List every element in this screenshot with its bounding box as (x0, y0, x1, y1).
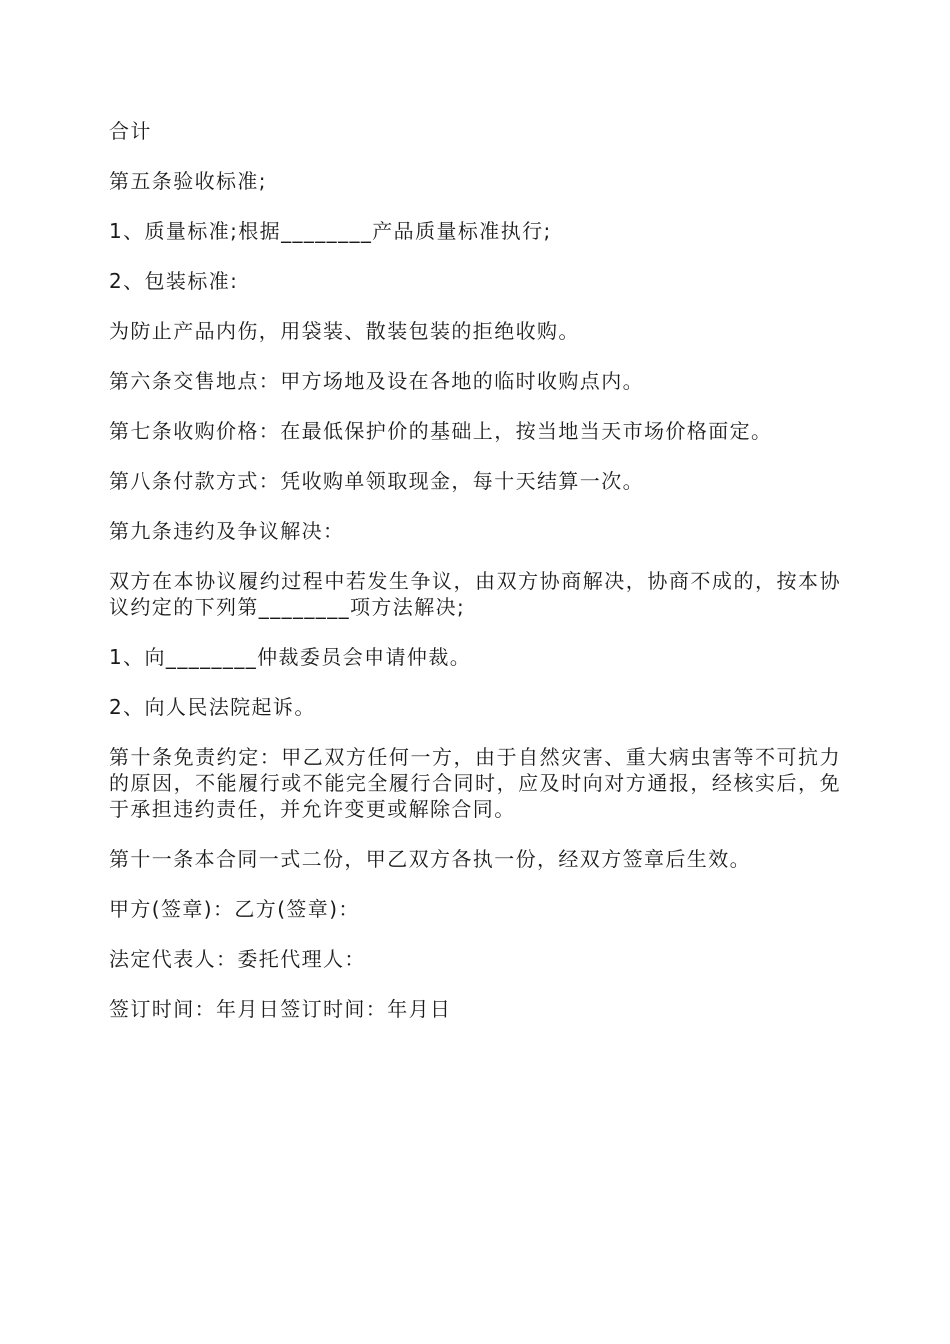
paragraph-arbitration: 1、向________仲裁委员会申请仲裁。 (109, 645, 472, 669)
paragraph-packaging-rule: 为防止产品内伤，用袋装、散装包装的拒绝收购。 (109, 319, 580, 343)
paragraph-total: 合计 (109, 119, 152, 143)
paragraph-article-6: 第六条交售地点：甲方场地及设在各地的临时收购点内。 (109, 369, 644, 393)
paragraph-dispute-resolution: 双方在本协议履约过程中若发生争议，由双方协商解决，协商不成的，按本协议约定的下列第________项方法解决; (109, 569, 841, 619)
paragraph-article-7: 第七条收购价格：在最低保护价的基础上，按当地当天市场价格面定。 (109, 419, 773, 443)
paragraph-representatives: 法定代表人：委托代理人： (109, 947, 366, 971)
paragraph-article-11: 第十一条本合同一式二份，甲乙双方各执一份，经双方签章后生效。 (109, 847, 751, 871)
paragraph-article-10: 第十条免责约定：甲乙双方任何一方，由于自然灾害、重大病虫害等不可抗力的原因，不能履行或不能完全履行合同时，应及时向对方通报，经核实后，免于承担违约责任，并允许变更或解除合同。 (109, 745, 841, 821)
paragraph-signatures: 甲方(签章)：乙方(签章)： (109, 897, 360, 921)
paragraph-article-9-title: 第九条违约及争议解决： (109, 519, 345, 543)
paragraph-packaging-standard: 2、包装标准: (109, 269, 239, 293)
document-body (109, 118, 841, 1022)
paragraph-article-5-title: 第五条验收标准; (109, 169, 267, 193)
paragraph-sign-date: 签订时间：年月日签订时间：年月日 (109, 997, 452, 1021)
paragraph-quality-standard: 1、质量标准;根据________产品质量标准执行; (109, 219, 552, 243)
paragraph-article-8: 第八条付款方式：凭收购单领取现金，每十天结算一次。 (109, 469, 644, 493)
paragraph-litigation: 2、向人民法院起诉。 (109, 695, 316, 719)
